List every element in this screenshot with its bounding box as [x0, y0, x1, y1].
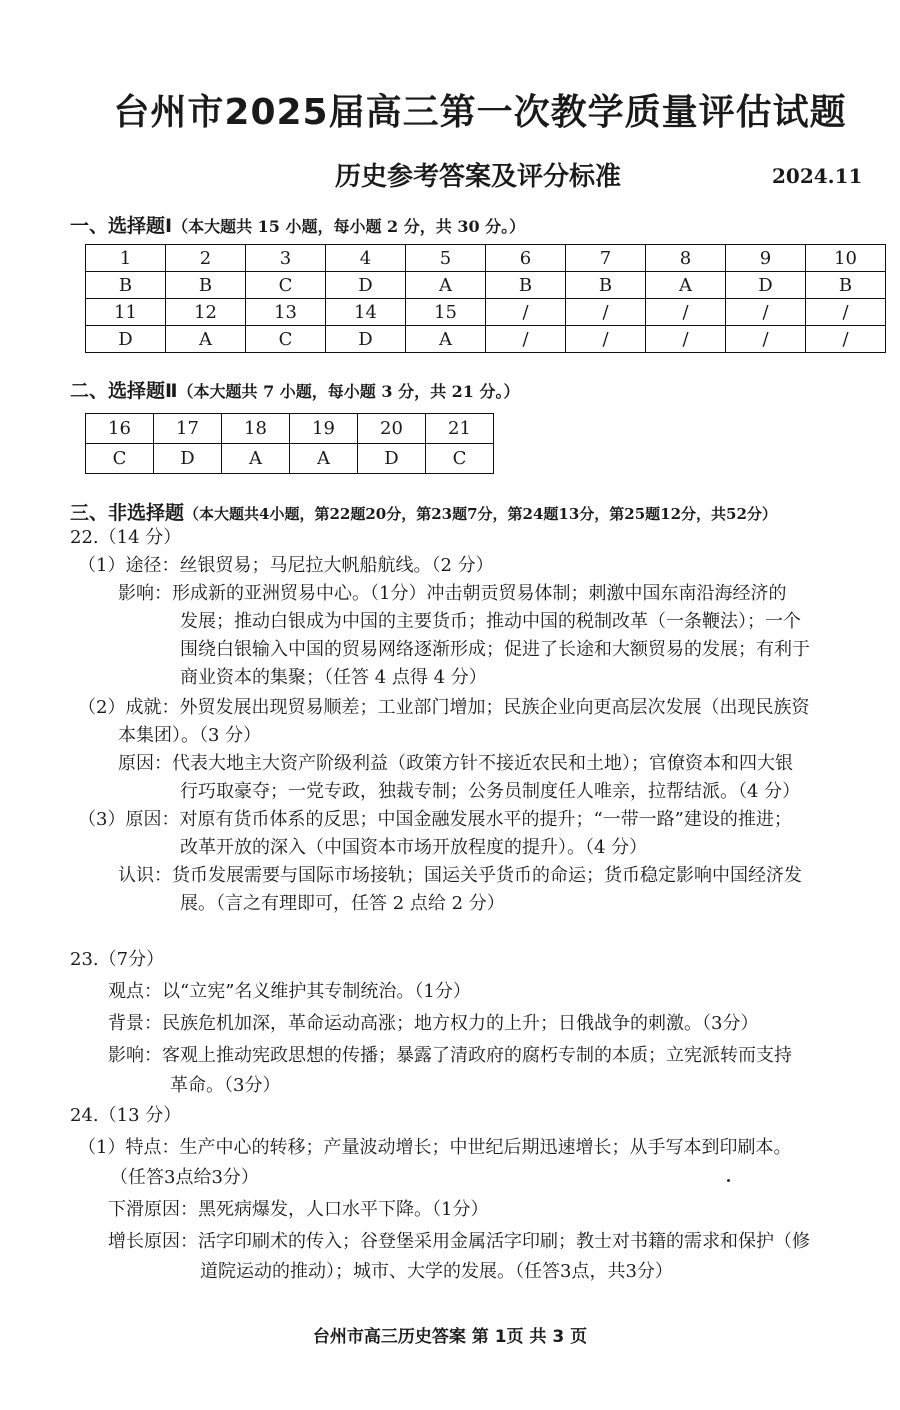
section1-title: 一、选择题Ⅰ — [70, 215, 173, 237]
choice2-table-cell: 16 — [86, 414, 154, 444]
choice1-table-cell: A — [406, 272, 486, 299]
q23-viewpoint: 观点：以“立宪”名义维护其专制统治。（1分） — [108, 981, 471, 1002]
choice1-table-cell: 11 — [86, 299, 166, 326]
choice1-table-row — [86, 299, 886, 326]
choice2-table-cell: 20 — [358, 414, 426, 444]
choice2-table-cell: C — [86, 444, 154, 474]
q22-3-understanding: 认识：货币发展需要与国际市场接轨；国运关乎货币的命运；货币稳定影响中国经济发 — [118, 865, 802, 886]
q24-header: 24.（13 分） — [70, 1105, 182, 1126]
choice1-table-cell: D — [326, 272, 406, 299]
choice1-table-cell: 9 — [726, 245, 806, 272]
choice1-table-cell: 4 — [326, 245, 406, 272]
choice1-table-cell: A — [646, 272, 726, 299]
choice1-table-cell: B — [166, 272, 246, 299]
q22-2-reason-cont: 行巧取豪夺；一党专政，独裁专制；公务员制度任人唯亲，拉帮结派。（4 分） — [180, 781, 801, 802]
choice1-table-cell: 8 — [646, 245, 726, 272]
choice2-table-cell: 21 — [426, 414, 494, 444]
choice2-table-row — [86, 444, 494, 474]
choice1-table-cell: D — [86, 326, 166, 353]
choice2-answer-table — [85, 413, 494, 474]
q24-1-decline-reason: 下滑原因：黑死病爆发，人口水平下降。（1分） — [108, 1199, 489, 1220]
q22-3-understanding-cont: 展。（言之有理即可，任答 2 点给 2 分） — [180, 893, 505, 914]
choice1-table-cell: / — [726, 299, 806, 326]
q24-1-features: （1）特点：生产中心的转移；产量波动增长；中世纪后期迅速增长；从手写本到印刷本。 — [78, 1137, 792, 1158]
choice1-table-cell: D — [726, 272, 806, 299]
section3-heading — [70, 498, 777, 525]
section3-title: 三、非选择题 — [70, 502, 185, 524]
q22-1-impact-cont: 围绕白银输入中国的贸易网络逐渐形成；促进了长途和大额贸易的发展；有利于 — [180, 639, 810, 660]
q23-impact-cont: 革命。（3分） — [170, 1075, 281, 1096]
choice1-table-cell: 14 — [326, 299, 406, 326]
q23-impact: 影响：客观上推动宪政思想的传播；暴露了清政府的腐朽专制的本质；立宪派转而支持 — [108, 1045, 792, 1066]
q24-1-growth-reason: 增长原因：活字印刷术的传入；谷登堡采用金属活字印刷；教士对书籍的需求和保护（修 — [108, 1231, 810, 1252]
choice1-table-cell: / — [646, 326, 726, 353]
choice1-table-cell: / — [646, 299, 726, 326]
exam-date: 2024.11 — [772, 164, 863, 188]
choice2-table-cell: C — [426, 444, 494, 474]
choice1-table-cell: D — [326, 326, 406, 353]
choice1-table-cell: 1 — [86, 245, 166, 272]
q22-1-impact-cont: 发展；推动白银成为中国的主要货币；推动中国的税制改革（一条鞭法）；一个 — [180, 611, 801, 632]
choice1-table-row — [86, 326, 886, 353]
choice1-table-cell: 15 — [406, 299, 486, 326]
q22-3-reason-cont: 改革开放的深入（中国资本市场开放程度的提升）。（4 分） — [180, 837, 648, 858]
choice2-table-row — [86, 414, 494, 444]
q23-header: 23.（7分） — [70, 949, 165, 970]
choice2-table-cell: D — [358, 444, 426, 474]
scan-speck — [727, 1179, 730, 1182]
choice1-table-cell: 5 — [406, 245, 486, 272]
q22-2-achievement: （2）成就：外贸发展出现贸易顺差；工业部门增加；民族企业向更高层次发展（出现民族资 — [78, 697, 810, 718]
section1-heading — [70, 211, 525, 238]
choice2-table-cell: A — [222, 444, 290, 474]
q23-background: 背景：民族危机加深，革命运动高涨；地方权力的上升；日俄战争的刺激。（3分） — [108, 1013, 759, 1034]
choice1-table-cell: A — [166, 326, 246, 353]
choice2-table-cell: 17 — [154, 414, 222, 444]
choice1-table-cell: A — [406, 326, 486, 353]
choice1-table-cell: C — [246, 326, 326, 353]
choice1-table-cell: B — [806, 272, 886, 299]
choice2-table-cell: D — [154, 444, 222, 474]
choice1-table-cell: 2 — [166, 245, 246, 272]
choice1-table-cell: B — [566, 272, 646, 299]
choice2-table-cell: 19 — [290, 414, 358, 444]
page-title: 台州市2025届高三第一次教学质量评估试题 — [113, 92, 847, 133]
choice1-table-cell: / — [566, 326, 646, 353]
choice1-table-cell: / — [806, 299, 886, 326]
choice1-table-cell: / — [806, 326, 886, 353]
choice1-table-cell: 3 — [246, 245, 326, 272]
choice1-table-row — [86, 272, 886, 299]
choice1-answer-table — [85, 244, 886, 353]
choice1-table-cell: / — [726, 326, 806, 353]
q22-1-path: （1）途径：丝银贸易；马尼拉大帆船航线。（2 分） — [78, 555, 494, 576]
section2-title: 二、选择题Ⅱ — [70, 380, 178, 402]
choice1-table-row — [86, 245, 886, 272]
choice1-table-cell: B — [86, 272, 166, 299]
choice1-table-cell: / — [486, 326, 566, 353]
q24-1-growth-reason-cont: 道院运动的推动）；城市、大学的发展。（任答3点，共3分） — [200, 1261, 673, 1282]
section3-note: （本大题共4小题，第22题20分，第23题7分，第24题13分，第25题12分，共52分） — [184, 505, 777, 523]
page-subtitle: 历史参考答案及评分标准 — [335, 162, 622, 192]
choice1-table-cell: 6 — [486, 245, 566, 272]
q22-3-reason: （3）原因：对原有货币体系的反思；中国金融发展水平的提升；“一带一路”建设的推进； — [78, 809, 792, 830]
q22-1-impact: 影响：形成新的亚洲贸易中心。（1分）冲击朝贡贸易体制；刺激中国东南沿海经济的 — [118, 583, 787, 604]
choice1-table-cell: 13 — [246, 299, 326, 326]
choice1-table-cell: C — [246, 272, 326, 299]
q24-1-features-cont: （任答3点给3分） — [110, 1167, 259, 1188]
choice1-table-cell: / — [566, 299, 646, 326]
q22-2-achievement-cont: 本集团）。（3 分） — [118, 725, 262, 746]
choice1-table-cell: 7 — [566, 245, 646, 272]
choice1-table-cell: B — [486, 272, 566, 299]
section2-note: （本大题共 7 小题，每小题 3 分，共 21 分。） — [177, 382, 520, 401]
choice1-table-cell: 10 — [806, 245, 886, 272]
q22-header: 22.（14 分） — [70, 527, 182, 548]
q22-1-impact-cont: 商业资本的集聚；（任答 4 点得 4 分） — [180, 667, 487, 688]
q22-2-reason: 原因：代表大地主大资产阶级利益（政策方针不接近农民和土地）；官僚资本和四大银 — [118, 753, 793, 774]
section1-note: （本大题共 15 小题，每小题 2 分，共 30 分。） — [172, 217, 526, 236]
choice1-table-cell: 12 — [166, 299, 246, 326]
choice2-table-cell: 18 — [222, 414, 290, 444]
choice1-table-cell: / — [486, 299, 566, 326]
choice2-table-cell: A — [290, 444, 358, 474]
section2-heading — [70, 376, 519, 403]
page-footer: 台州市高三历史答案 第 1页 共 3 页 — [312, 1327, 588, 1347]
